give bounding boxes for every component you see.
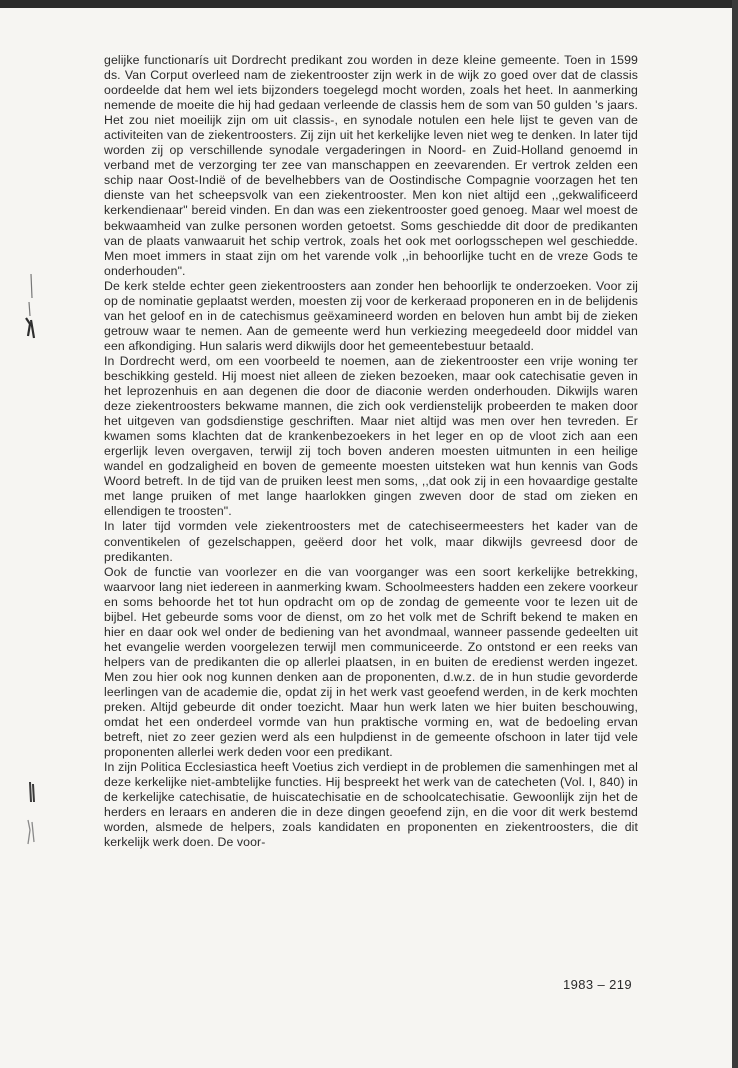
paragraph-2: De kerk stelde echter geen ziekentroosters aan zonder hen behoorlijk te onderzoeken. Voor zij op de nominatie geplaatst werden, moesten zij voor de kerkeraad proponeren en in de belijdenis van het geloof en in de catechismus geëxamineerd worden en beloven hun ambt bij de zieken getrouw waar te nemen. Aan de gemeente werd hun verkiezing meegedeeld door middel van een afkondiging. Hun salaris werd dikwijls door het gemeentebestuur betaald. bbox=[104, 278, 638, 353]
margin-mark-lower bbox=[22, 780, 38, 850]
body-text bbox=[104, 53, 638, 850]
paragraph-5: Ook de functie van voorlezer en die van voorganger was een soort kerkelijke betrekking, waarvoor lang niet iedereen in aanmerking kwam. Schoolmeesters hadden een zekere voorkeur en soms behoorde het tot hun opdracht om op de zondag de gemeente voor te lezen uit de bijbel. Het gebeurde soms voor de dienst, om zo het volk met de Schrift bekend te maken en hier en daar ook wel onder de bediening van het avondmaal, wanneer passende gedeelten uit het evangelie werden voorgelezen terwijl men communiceerde. Zo ontstond er een reeks van helpers van de predikanten die op allerlei plaatsen, in en buiten de eredienst werden ingezet. Men zou hier ook nog kunnen denken aan de proponenten, d.w.z. de in hun studie gevorderde leerlingen van de academie die, opdat zij in het werk vast geoefend werden, in de kerk mochten preken. Altijd gebeurde dit onder toezicht. Maar hun werk laten we hier buiten beschouwing, omdat het een onderdeel vormde van hun praktische vorming en, wat de bedoeling ervan betreft, niet zo zeer gezien werd als een hulpdienst in de gemeente ofschoon in later tijd vele proponenten allerlei werk deden voor een predikant. bbox=[104, 564, 638, 760]
paragraph-1: gelijke functionarís uit Dordrecht predikant zou worden in deze kleine gemeente. Toen in 1599 ds. Van Corput overleed nam de ziekentrooster zijn werk in de wijk zo goed over dat de classis oordeelde dat hem wel iets bijzonders toegelegd mocht worden, zoals het heet. In aanmerking nemende de moeite die hij had gedaan verleende de classis hem de som van 50 gulden 's jaars. Het zou niet moeilijk zijn om uit classis-, en synodale notulen een hele lijst te geven van de activiteiten van de ziekentroosters. Zij zijn uit het kerkelijke leven niet weg te denken. In later tijd worden zij op verschillende synodale vergaderingen in Noord- en Zuid-Holland genoemd in verband met de verzorging ter zee van manschappen en zeevarenden. Er vertrok zelden een schip naar Oost-Indië of de bevelhebbers van de Oostindische Compagnie voorzagen het ten dienste van het scheepsvolk van een ziekentrooster. Men kon niet altijd een ,,gekwalificeerd kerkendienaar" bereid vinden. En dan was een ziekentrooster goed genoeg. Maar wel moest de bekwaamheid van zulke personen worden getoetst. Soms geschiedde dit door de predikanten van de plaats vanwaaruit het schip vertrok, zoals het ook met oorlogsschepen wel geschiedde. Men moet immers in staat zijn om het varende volk ,,in behoorlijke tucht en de vreze Gods te onderhouden". bbox=[104, 53, 638, 278]
paragraph-6: In zijn Politica Ecclesiastica heeft Voetius zich verdiept in de problemen die samenhingen met al deze kerkelijke niet-ambtelijke functies. Hij bespreekt het werk van de catecheten (Vol. I, 840) in de kerkelijke catechisatie, de huiscatechisatie en de schoolcatechisatie. Gewoonlijk zijn het de herders en leraars en anderen die in deze dingen geoefend zijn, en die voor dit werk bestemd worden, alsmede de helpers, zoals kandidaten en proponenten en ziekentroosters, die dit kerkelijk werk doen. De voor- bbox=[104, 760, 638, 850]
page-number: 1983 – 219 bbox=[563, 977, 633, 992]
scan-right-edge bbox=[732, 0, 738, 1068]
paragraph-3: In Dordrecht werd, om een voorbeeld te noemen, aan de ziekentrooster een vrije woning ter beschikking gesteld. Hij moest niet alleen de zieken bezoeken, maar ook catechisatie geven in het leprozenhuis en aan degenen die door de diaconie werden onderhouden. Dikwijls waren deze ziekentroosters bekwame mannen, die zich ook verdienstelijk probeerden te maken door het uitgeven van godsdienstige geschriften. Maar niet altijd was men over hen tevreden. Er kwamen soms klachten dat de krankenbezoekers in het leger en op de vloot zich aan een ergerlijk leven overgaven, terwijl zij toch boven anderen moesten uitmunten in een heilige wandel en godzaligheid en boven de gemeente moesten uitsteken wat hun kennis van Gods Woord betreft. In de tijd van de pruiken leest men soms, ,,dat ook zij in een hovaardige gestalte met lange pruiken of met lange haarlokken gingen zweven door de stad om zieken en ellendigen te troosten". bbox=[104, 353, 638, 519]
scan-top-edge bbox=[0, 0, 738, 8]
paragraph-4: In later tijd vormden vele ziekentroosters met de catechiseermeesters het kader van de conventikelen of gezelschappen, geëerd door het volk, maar dikwijls gevreesd door de predikanten. bbox=[104, 519, 638, 564]
margin-mark-upper bbox=[22, 272, 38, 344]
